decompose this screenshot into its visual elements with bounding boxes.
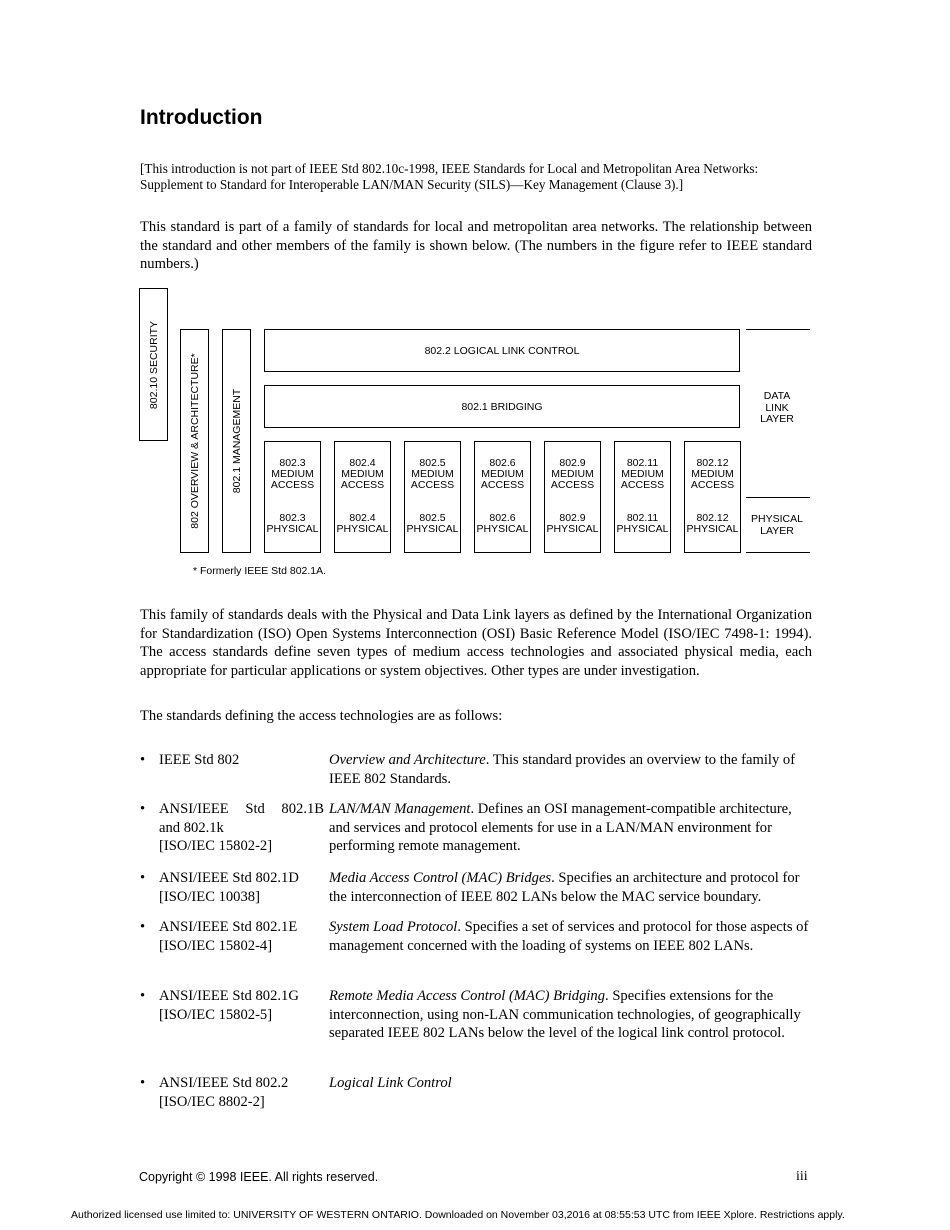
- data-link-top-line: [746, 329, 810, 330]
- standard-text: . Specifies extensions for the interconnection, using non-LAN communication technologies, of geographically separated IEEE 802 LANs below the level of the logical link control protocol.: [329, 988, 801, 1041]
- standard-number-line: ANSI/IEEE Std 802.2: [159, 1075, 289, 1091]
- mac-box: [544, 441, 601, 553]
- mac-box: [684, 441, 741, 553]
- phy-physical: PHYSICAL: [266, 523, 319, 535]
- standard-number-line: ANSI/IEEE Std 802.1D: [159, 870, 299, 886]
- mac-number: 802.9: [559, 457, 586, 469]
- mac-number: 802.12: [696, 457, 729, 469]
- standard-number: [159, 800, 324, 856]
- standard-number-line: ANSI/IEEE Std 802.1E: [159, 919, 298, 935]
- standard-description: [329, 918, 809, 955]
- standard-description: [329, 869, 809, 906]
- standard-text: . Specifies a set of services and protocol for those aspects of management concerned with the loading of systems on IEEE 802 LANs.: [329, 919, 809, 954]
- phy-physical: PHYSICAL: [686, 523, 739, 535]
- phy-number: 802.9: [559, 512, 586, 524]
- standard-number-line: [ISO/IEC 10038]: [159, 888, 260, 905]
- mac-access: ACCESS: [620, 479, 665, 491]
- diagram-footnote: * Formerly IEEE Std 802.1A.: [193, 565, 327, 577]
- mac-label: [615, 458, 670, 491]
- standard-text: . This standard provides an overview to the family of IEEE 802 Standards.: [329, 752, 796, 787]
- mac-number: 802.6: [489, 457, 516, 469]
- management-box: [222, 329, 251, 553]
- mac-access: ACCESS: [480, 479, 525, 491]
- standard-title: Media Access Control (MAC) Bridges: [329, 870, 552, 886]
- mac-label: [405, 458, 460, 491]
- standard-number: [159, 987, 324, 1024]
- phy-label: [335, 513, 390, 535]
- bullet: •: [140, 870, 146, 886]
- mac-box: [404, 441, 461, 553]
- phy-label: [615, 513, 670, 535]
- standard-number-line: [ISO/IEC 15802-5]: [159, 1006, 273, 1023]
- mac-access: ACCESS: [410, 479, 455, 491]
- license-notice: Authorized licensed use limited to: UNIVERSITY OF WESTERN ONTARIO. Downloaded on November 03,2016 at 08:55:53 UTC from IEEE Xplore. Restrictions apply.: [71, 1209, 845, 1221]
- management-label: 802.1 MANAGEMENT: [230, 388, 243, 494]
- bullet: •: [140, 1075, 146, 1091]
- physical-layer-line-2: LAYER: [760, 524, 794, 537]
- mac-number: 802.4: [349, 457, 376, 469]
- page-number: iii: [796, 1169, 808, 1184]
- standard-number-line: [ISO/IEC 15802-2]: [159, 838, 273, 854]
- mac-label: [545, 458, 600, 491]
- standard-text: . Defines an OSI management-compatible architecture, and services and protocol elements for use in a LAN/MAN environment for performing remote management.: [329, 801, 792, 854]
- standard-description: [329, 1074, 809, 1093]
- phy-number: 802.6: [489, 512, 516, 524]
- mac-medium: MEDIUM: [411, 468, 454, 480]
- standard-description: [329, 800, 809, 856]
- mac-label: [335, 458, 390, 491]
- mac-medium: MEDIUM: [341, 468, 384, 480]
- phy-number: 802.11: [626, 512, 659, 524]
- bridging-label: 802.1 BRIDGING: [461, 400, 543, 413]
- standard-description: [329, 751, 809, 788]
- standard-title: LAN/MAN Management: [329, 801, 471, 817]
- mac-access: ACCESS: [270, 479, 315, 491]
- data-link-layer-label: [746, 391, 808, 426]
- phy-number: 802.4: [349, 512, 376, 524]
- mac-label: [685, 458, 740, 491]
- overview-architecture-label: 802 OVERVIEW & ARCHITECTURE*: [188, 353, 201, 529]
- standard-number-line: ANSI/IEEE Std 802.1B: [159, 801, 324, 817]
- family-paragraph: This family of standards deals with the Physical and Data Link layers as defined by the International Organization for Standardization (ISO) Open Systems Interconnection (OSI) Basic Reference Model (ISO/IEC 7498-1: 1994). The access standards define seven types of medium access technologies and associated physical media, each appropriate for particular applications or system objectives. Other types are under investigation.: [140, 607, 812, 679]
- data-link-layer-line-2: LINK: [765, 401, 789, 414]
- standard-number-line: [ISO/IEC 8802-2]: [159, 1093, 265, 1110]
- standard-number: [159, 869, 324, 906]
- ieee-802-family-diagram: [0, 0, 950, 600]
- mac-box: [264, 441, 321, 553]
- bullet: •: [140, 919, 146, 935]
- phy-physical: PHYSICAL: [336, 523, 389, 535]
- mac-box: [474, 441, 531, 553]
- copyright-notice: Copyright © 1998 IEEE. All rights reserved.: [139, 1170, 379, 1184]
- introduction-note: [This introduction is not part of IEEE Std 802.10c-1998, IEEE Standards for Local and Metropolitan Area Networks: Supplement to Standard for Interoperable LAN/MAN Security (SILS)—Key Management (Clause 3).]: [140, 161, 759, 192]
- mac-box: [614, 441, 671, 553]
- phy-label: [685, 513, 740, 535]
- phy-label: [405, 513, 460, 535]
- bullet: •: [140, 801, 146, 817]
- standard-number-line: ANSI/IEEE Std 802.1G: [159, 988, 299, 1004]
- standard-text: . Specifies an architecture and protocol for the interconnection of IEEE 802 LANs below the MAC service boundary.: [329, 870, 800, 905]
- standard-title: Remote Media Access Control (MAC) Bridging: [329, 988, 606, 1004]
- phy-number: 802.5: [419, 512, 446, 524]
- phy-physical: PHYSICAL: [406, 523, 459, 535]
- overview-architecture-box: [180, 329, 209, 553]
- standard-number: [159, 918, 324, 955]
- phy-physical: PHYSICAL: [616, 523, 669, 535]
- mac-medium: MEDIUM: [551, 468, 594, 480]
- standard-number: [159, 751, 324, 770]
- standard-description: [329, 987, 809, 1043]
- security-label: 802.10 SECURITY: [147, 320, 160, 409]
- standard-title: Overview and Architecture: [329, 752, 486, 768]
- mac-number: 802.3: [279, 457, 306, 469]
- mac-medium: MEDIUM: [271, 468, 314, 480]
- llc-label: 802.2 LOGICAL LINK CONTROL: [424, 344, 580, 357]
- phy-label: [545, 513, 600, 535]
- bullet: •: [140, 752, 146, 768]
- mac-label: [475, 458, 530, 491]
- mac-number: 802.11: [626, 457, 659, 469]
- standard-title: System Load Protocol: [329, 919, 458, 935]
- phy-label: [265, 513, 320, 535]
- standard-number: [159, 1074, 324, 1111]
- data-link-layer-line-1: DATA: [763, 390, 791, 402]
- physical-layer-line-1: PHYSICAL: [751, 513, 803, 525]
- standard-number-line: [ISO/IEC 15802-4]: [159, 937, 273, 954]
- security-box: [139, 288, 168, 441]
- data-link-layer-line-3: LAYER: [760, 413, 794, 425]
- bullet: •: [140, 988, 146, 1004]
- mac-access: ACCESS: [550, 479, 595, 491]
- standard-title: Logical Link Control: [329, 1075, 452, 1091]
- llc-box: [264, 329, 740, 372]
- physical-bottom-line: [746, 552, 810, 553]
- mac-label: [265, 458, 320, 491]
- mac-medium: MEDIUM: [481, 468, 524, 480]
- lead-paragraph: The standards defining the access technologies are as follows:: [140, 708, 503, 724]
- standard-number-line: and 802.1k: [159, 819, 224, 836]
- bridging-box: [264, 385, 740, 428]
- mac-access: ACCESS: [690, 479, 735, 491]
- mac-medium: MEDIUM: [691, 468, 734, 480]
- phy-number: 802.3: [279, 512, 306, 524]
- phy-physical: PHYSICAL: [546, 523, 599, 535]
- page-heading: Introduction: [140, 106, 263, 129]
- standard-number-line: IEEE Std 802: [159, 752, 240, 768]
- mac-medium: MEDIUM: [621, 468, 664, 480]
- mac-number: 802.5: [419, 457, 446, 469]
- phy-label: [475, 513, 530, 535]
- layer-divider-line: [746, 497, 810, 498]
- mac-box: [334, 441, 391, 553]
- phy-number: 802.12: [696, 512, 729, 524]
- physical-layer-label: [746, 514, 808, 537]
- mac-access: ACCESS: [340, 479, 385, 491]
- intro-paragraph: This standard is part of a family of standards for local and metropolitan area networks. The relationship between the standard and other members of the family is shown below. (The numbers in the figure refer to IEEE standard numbers.): [140, 219, 812, 272]
- phy-physical: PHYSICAL: [476, 523, 529, 535]
